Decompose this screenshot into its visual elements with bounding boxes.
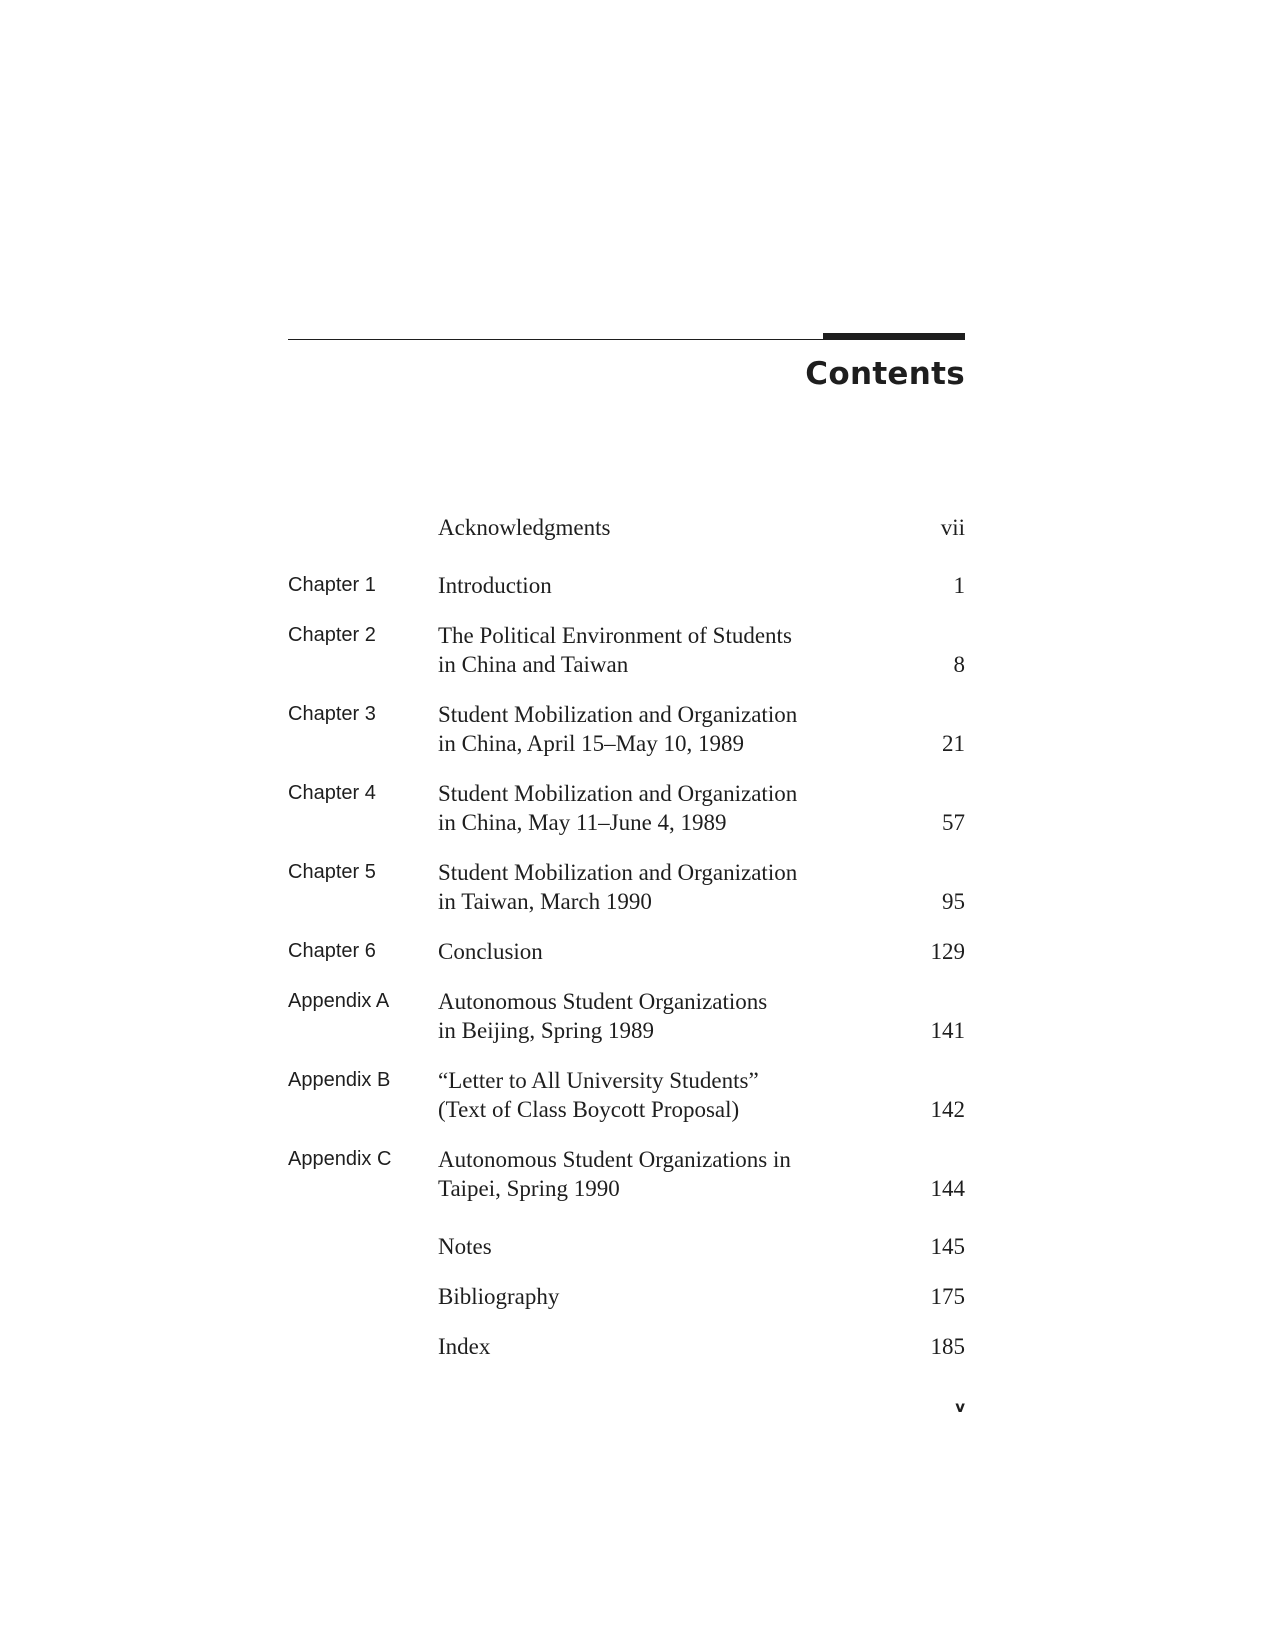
toc-entry-title-line: Student Mobilization and Organization <box>438 702 798 727</box>
toc-entry-page: 95 <box>942 889 965 914</box>
toc-entry-title-line: Student Mobilization and Organization <box>438 860 798 885</box>
toc-entry-page: 145 <box>930 1234 965 1259</box>
toc-entry-title-line: Autonomous Student Organizations in <box>438 1147 791 1172</box>
toc-entry-title-line: Introduction <box>438 573 552 598</box>
toc-entry-title <box>438 937 878 966</box>
toc-entry-label: Appendix B <box>288 1069 391 1091</box>
toc-entry-title <box>438 987 878 1045</box>
toc-entry-page: 57 <box>942 810 965 835</box>
toc-entry-title-line: in Beijing, Spring 1989 <box>438 1018 654 1043</box>
toc-entry-page: 8 <box>953 652 965 677</box>
toc-entry-title <box>438 1145 878 1203</box>
toc-entry-page: 175 <box>930 1284 965 1309</box>
toc-entry-label: Chapter 1 <box>288 574 376 596</box>
toc-entry-title-line: Index <box>438 1334 491 1359</box>
toc-entry-title-line: Student Mobilization and Organization <box>438 781 798 806</box>
toc-entry-title <box>438 1282 878 1311</box>
toc-entry-title-line: (Text of Class Boycott Proposal) <box>438 1097 740 1122</box>
toc-entry-title-line: “Letter to All University Students” <box>438 1068 759 1093</box>
toc-entry-title-line: in Taiwan, March 1990 <box>438 889 652 914</box>
toc-entry-title-line: Notes <box>438 1234 492 1259</box>
toc-entry-page: 129 <box>930 939 965 964</box>
toc-entry-title <box>438 858 878 916</box>
toc-entry-label: Appendix A <box>288 990 390 1012</box>
page-title: Contents <box>805 356 965 392</box>
toc-entry-title-line: in China and Taiwan <box>438 652 629 677</box>
toc-entry-title <box>438 700 878 758</box>
toc-entry-title <box>438 571 878 600</box>
toc-entry-page: 141 <box>930 1018 965 1043</box>
heading-rule-accent <box>823 333 965 340</box>
toc-entry-label: Chapter 3 <box>288 703 376 725</box>
toc-entry-page: vii <box>940 515 965 540</box>
toc-entry-title <box>438 1332 878 1361</box>
toc-entry-title-line: Bibliography <box>438 1284 560 1309</box>
toc-entry-label: Chapter 2 <box>288 624 376 646</box>
toc-entry-title <box>438 779 878 837</box>
toc-entry-title <box>438 1232 878 1261</box>
toc-entry-title <box>438 1066 878 1124</box>
toc-entry-title-line: Autonomous Student Organizations <box>438 989 768 1014</box>
toc-entry-title-line: in China, April 15–May 10, 1989 <box>438 731 745 756</box>
toc-entry-title-line: in China, May 11–June 4, 1989 <box>438 810 727 835</box>
toc-entry-title-line: Acknowledgments <box>438 515 611 540</box>
toc-entry-label: Chapter 6 <box>288 940 376 962</box>
page-number: v <box>955 1398 965 1416</box>
toc-entry-label: Chapter 5 <box>288 861 376 883</box>
toc-entry-title-line: Conclusion <box>438 939 543 964</box>
toc-entry-label: Appendix C <box>288 1148 392 1170</box>
toc-entry-title <box>438 621 878 679</box>
toc-entry-title-line: The Political Environment of Students <box>438 623 792 648</box>
toc-entry-page: 21 <box>942 731 965 756</box>
toc-entry-page: 1 <box>953 573 965 598</box>
toc-entry-title-line: Taipei, Spring 1990 <box>438 1176 620 1201</box>
toc-entry-page: 142 <box>930 1097 965 1122</box>
toc-entry-page: 185 <box>930 1334 965 1359</box>
toc-entry-title <box>438 513 878 542</box>
toc-entry-label: Chapter 4 <box>288 782 376 804</box>
toc-entry-page: 144 <box>930 1176 965 1201</box>
